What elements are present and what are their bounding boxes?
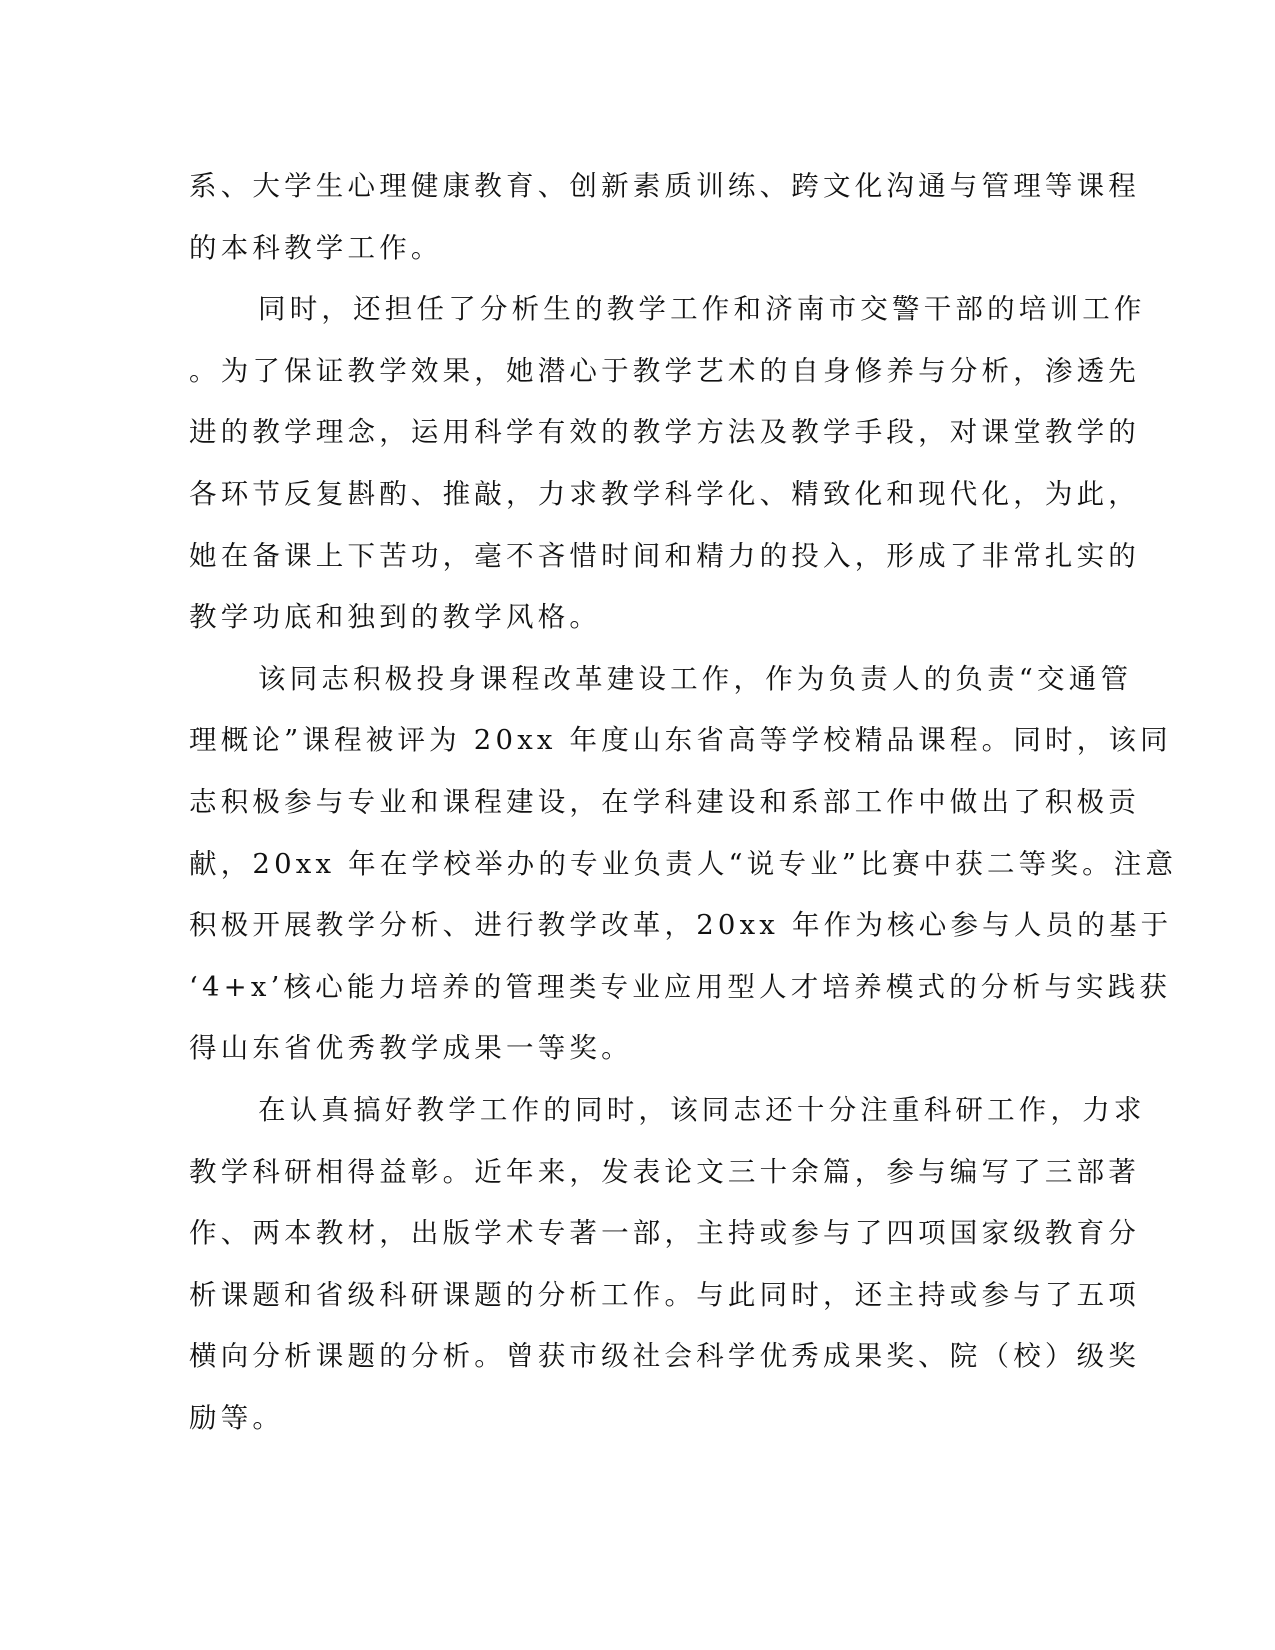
text-line: 她在备课上下苦功，毫不吝惜时间和精力的投入，形成了非常扎实的 [189, 539, 1140, 572]
body-text [189, 156, 1178, 1449]
text-line: 。为了保证教学效果，她潜心于教学艺术的自身修养与分析，渗透先 [189, 354, 1140, 387]
text-line: 作、两本教材，出版学术专著一部，主持或参与了四项国家级教育分 [189, 1217, 1140, 1250]
text-line: 各环节反复斟酌、推敲，力求教学科学化、精致化和现代化，为此， [189, 477, 1140, 510]
text-line: 进的教学理念，运用科学有效的教学方法及教学手段，对课堂教学的 [189, 416, 1140, 449]
text-line: ‘4+x’核心能力培养的管理类专业应用型人才培养模式的分析与实践获 [189, 970, 1172, 1003]
text-line: 理概论”课程被评为 20xx 年度山东省高等学校精品课程。同时，该同 [189, 724, 1172, 757]
text-line: 的本科教学工作。 [189, 231, 443, 264]
text-line: 横向分析课题的分析。曾获市级社会科学优秀成果奖、院（校）级奖 [189, 1340, 1140, 1373]
text-line: 教学科研相得益彰。近年来，发表论文三十余篇，参与编写了三部著 [189, 1155, 1140, 1188]
text-line: 积极开展教学分析、进行教学改革，20xx 年作为核心参与人员的基于 [189, 909, 1173, 942]
text-line: 献，20xx 年在学校举办的专业负责人“说专业”比赛中获二等奖。注意 [189, 847, 1178, 880]
text-line: 析课题和省级科研课题的分析工作。与此同时，还主持或参与了五项 [189, 1278, 1140, 1311]
paragraph-start-line: 同时，还担任了分析生的教学工作和济南市交警干部的培训工作 [258, 293, 1146, 326]
text-line: 志积极参与专业和课程建设，在学科建设和系部工作中做出了积极贡 [189, 785, 1140, 818]
paragraph-start-line: 该同志积极投身课程改革建设工作，作为负责人的负责“交通管 [258, 662, 1133, 695]
text-line: 励等。 [189, 1401, 285, 1434]
text-line: 得山东省优秀教学成果一等奖。 [189, 1032, 633, 1065]
text-line: 系、大学生心理健康教育、创新素质训练、跨文化沟通与管理等课程 [189, 170, 1140, 202]
text-line: 教学功底和独到的教学风格。 [189, 601, 602, 634]
paragraph-start-line: 在认真搞好教学工作的同时，该同志还十分注重科研工作，力求 [258, 1093, 1146, 1126]
